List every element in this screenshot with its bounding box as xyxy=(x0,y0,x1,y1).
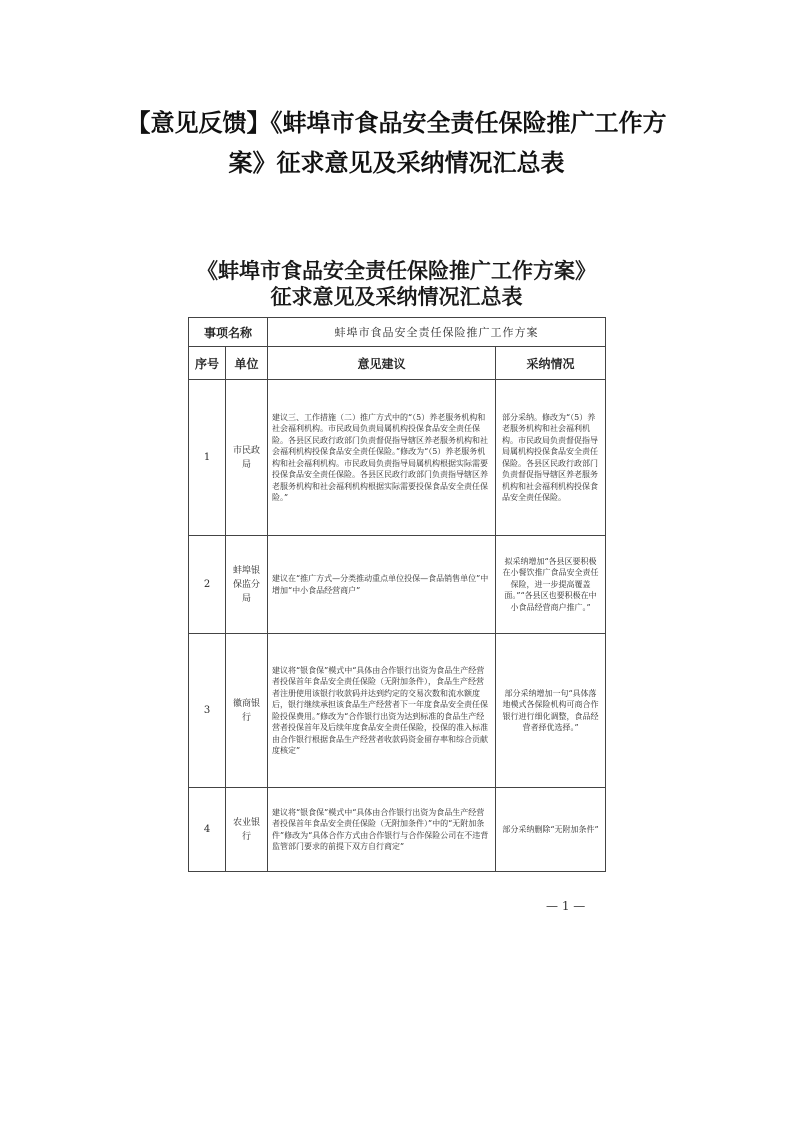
scanned-title-line-1: 《蚌埠市食品安全责任保险推广工作方案》 xyxy=(197,258,596,283)
table-row xyxy=(189,536,606,634)
feedback-summary-table xyxy=(188,317,606,872)
row-opinion: 建议在“推广方式—分类推动重点单位投保—食品销售单位”中增加“中小食品经营商户” xyxy=(268,536,496,634)
document-title-line-2: 案》征求意见及采纳情况汇总表 xyxy=(228,149,565,177)
item-name-label: 事项名称 xyxy=(189,318,268,347)
header-serial-number: 序号 xyxy=(189,347,226,380)
header-opinion: 意见建议 xyxy=(268,347,496,380)
scanned-table-title xyxy=(0,258,793,310)
scanned-title-line-2: 征求意见及采纳情况汇总表 xyxy=(270,284,523,309)
row-number: 3 xyxy=(189,634,226,788)
row-adoption: 部分采纳删除“无附加条件” xyxy=(496,788,606,872)
page-number: — 1 — xyxy=(546,899,586,913)
item-name-row xyxy=(189,318,606,347)
row-unit: 市民政局 xyxy=(226,380,268,536)
row-adoption: 拟采纳增加“各县区要积极在小餐饮推广食品安全责任保险，进一步提高覆盖面。”“各县区也要积极在中小食品经营商户推广。” xyxy=(496,536,606,634)
row-adoption: 部分采纳增加一句“具体落地模式各保险机构可商合作银行进行细化调整，食品经营者择优选择。” xyxy=(496,634,606,788)
header-unit: 单位 xyxy=(226,347,268,380)
row-number: 2 xyxy=(189,536,226,634)
row-number: 4 xyxy=(189,788,226,872)
row-adoption: 部分采纳。修改为“（5）养老服务机构和社会福利机构。市民政局负责督促指导局属机构投保食品安全责任保险。各县区民政行政部门负责督促指导辖区养老服务机构和社会福利机构投保食品安全责任保险。 xyxy=(496,380,606,536)
row-opinion: 建议三、工作措施（二）推广方式中的“（5）养老服务机构和社会福利机构。市民政局负责局属机构投保食品安全责任保险。各县区民政行政部门负责督促指导辖区养老服务机构和社会福利机构投保食品安全责任保险。”修改为“（5）养老服务机构和社会福利机构。市民政局负责指导局属机构根据实际需要投保食品安全责任保险。各县区民政行政部门负责指导辖区养老服务机构和社会福利机构根据实际需要投保食品安全责任保险。” xyxy=(268,380,496,536)
table-row xyxy=(189,634,606,788)
document-title xyxy=(0,103,793,183)
item-name-value: 蚌埠市食品安全责任保险推广工作方案 xyxy=(268,318,606,347)
header-row xyxy=(189,347,606,380)
header-adoption: 采纳情况 xyxy=(496,347,606,380)
document-title-line-1: 【意见反馈】《蚌埠市食品安全责任保险推广工作方 xyxy=(126,109,667,137)
row-opinion: 建议将“银食保”模式中“具体由合作银行出资为食品生产经营者投保首年食品安全责任保险（无附加条件），食品生产经营者注册使用该银行收款码并达到约定的交易次数和流水额度后，银行继续承担该食品生产经营者下一年度食品安全责任保险投保费用。”修改为“合作银行出资为达到标准的食品生产经营者投保首年及后续年度食品安全责任保险，投保的准入标准由合作银行根据食品生产经营者收款码资金留存率和综合贡献度核定” xyxy=(268,634,496,788)
row-unit: 农业银行 xyxy=(226,788,268,872)
row-opinion: 建议将“银食保”模式中“具体由合作银行出资为食品生产经营者投保首年食品安全责任保险（无附加条件）”中的“无附加条件”修改为“具体合作方式由合作银行与合作保险公司在不违背监管部门要求的前提下双方自行商定” xyxy=(268,788,496,872)
table-row xyxy=(189,380,606,536)
row-unit: 蚌埠银保监分局 xyxy=(226,536,268,634)
row-unit: 徽商银行 xyxy=(226,634,268,788)
row-number: 1 xyxy=(189,380,226,536)
table-row xyxy=(189,788,606,872)
